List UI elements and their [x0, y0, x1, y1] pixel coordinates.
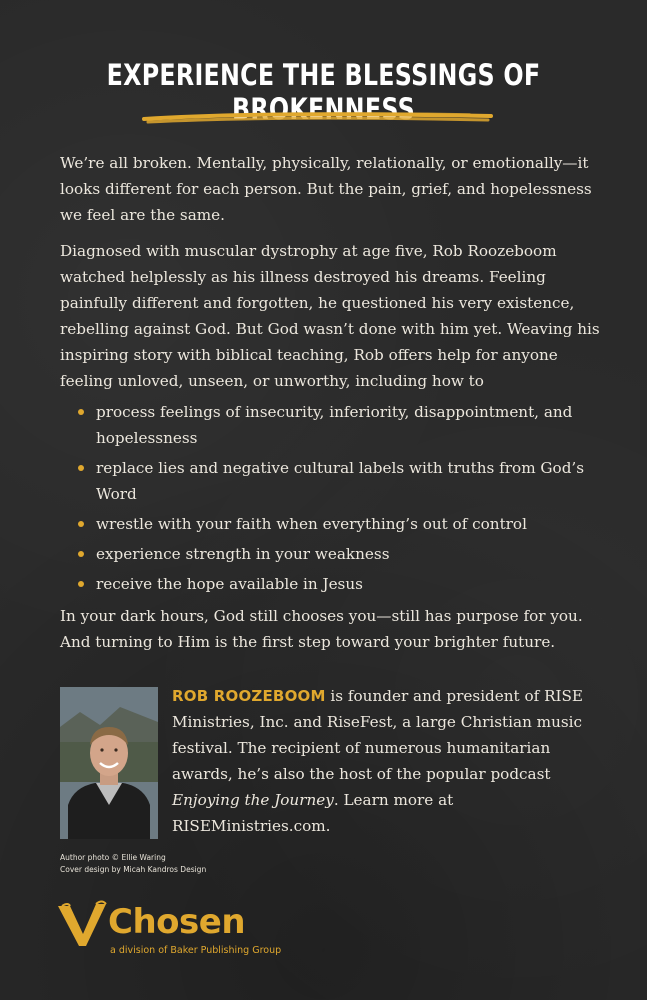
author-bio-text-end: . Learn more at RISEMinistries.com.: [172, 791, 454, 835]
podcast-title: Enjoying the Journey: [172, 791, 334, 809]
intro-text: We’re all broken. Mentally, physically, relationally, or emotionally—it looks different for each person. But the pain, grief, and hopelessness we feel are the same.: [60, 154, 592, 224]
list-item-text: experience strength in your weakness: [96, 545, 390, 563]
publisher-logo: [56, 898, 286, 968]
publisher-tagline: a division of Baker Publishing Group: [110, 945, 282, 956]
list-item: [78, 455, 598, 507]
design-credit: Cover design by Micah Kandros Design: [60, 865, 207, 874]
author-bio-text: is founder and president of RISE Ministries, Inc. and RiseFest, a large Christian music festival. The recipient of numerous humanitarian awards, he’s also the host of the popular podcast: [172, 687, 583, 783]
list-item: [78, 399, 598, 451]
author-name: ROB ROOZEBOOM: [172, 687, 326, 705]
intro-paragraph: [60, 150, 600, 228]
list-item-text: receive the hope available in Jesus: [96, 575, 363, 593]
headline: EXPERIENCE THE BLESSINGS OF BROKENNESS: [106, 58, 541, 126]
description-text: Diagnosed with muscular dystrophy at age five, Rob Roozeboom watched helplessly as his illness destroyed his dreams. Feeling painfully different and forgotten, he questioned his very existence, rebelling against God. But God wasn’t done with him yet. Weaving his inspiring story with biblical teaching, Rob offers help for anyone feeling unloved, unseen, or unworthy, including how to: [60, 242, 600, 390]
author-photo: [60, 687, 158, 839]
closing-paragraph: [60, 603, 600, 655]
brush-underline-icon: [140, 108, 495, 128]
list-item-text: replace lies and negative cultural labels with truths from God’s Word: [96, 459, 585, 503]
bullet-dot-icon: [78, 465, 84, 471]
list-item-text: wrestle with your faith when everything’s out of control: [96, 515, 527, 533]
list-item: [78, 571, 598, 597]
photo-credit: Author photo © Ellie Waring: [60, 853, 166, 862]
closing-text: In your dark hours, God still chooses you—still has purpose for you. And turning to Him is the first step toward your brighter future.: [60, 607, 583, 651]
list-item: [78, 541, 598, 567]
bullet-dot-icon: [78, 581, 84, 587]
description-paragraph: [60, 238, 600, 394]
credits: [60, 852, 206, 876]
bullet-dot-icon: [78, 551, 84, 557]
bullet-dot-icon: [78, 521, 84, 527]
list-item: [78, 511, 598, 537]
bullet-dot-icon: [78, 409, 84, 415]
list-item-text: process feelings of insecurity, inferiority, disappointment, and hopelessness: [96, 403, 573, 447]
author-bio: [172, 683, 602, 839]
publisher-name: Chosen: [108, 902, 246, 942]
chosen-v-icon: [56, 900, 108, 950]
benefit-list: [78, 399, 598, 601]
